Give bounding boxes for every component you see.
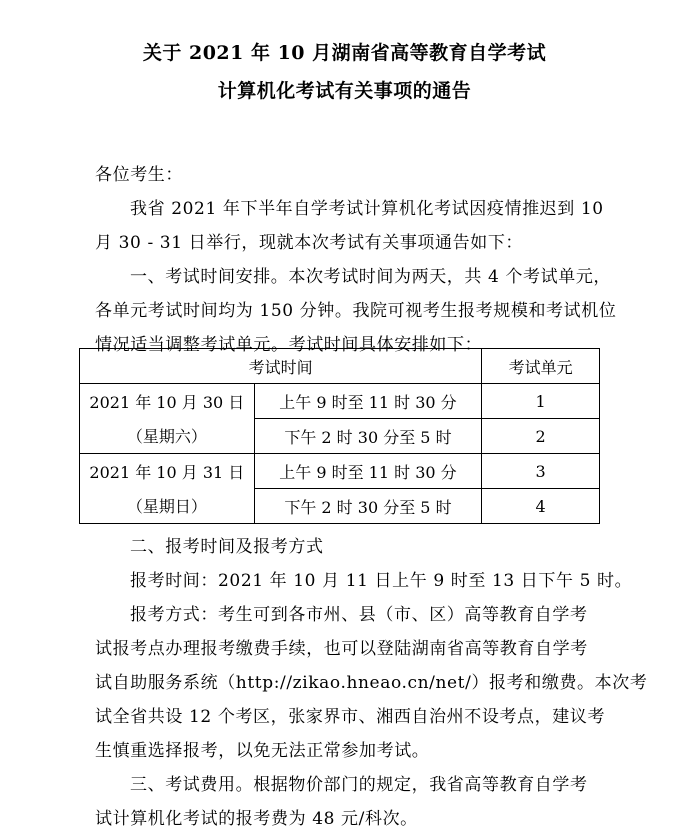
session-unit-cell: 1 (482, 384, 600, 419)
notice-title-line-2: 计算机化考试有关事项的通告 (217, 80, 472, 102)
intro-line: 月 30 - 31 日举行，现就本次考试有关事项通告如下： (95, 233, 524, 253)
header-exam-unit: 考试单元 (482, 349, 600, 384)
table-row (80, 489, 600, 524)
table-row (80, 454, 600, 489)
table-row (80, 419, 600, 454)
session-unit-cell: 4 (482, 489, 600, 524)
section2-heading: 二、报考时间及报考方式 (130, 537, 324, 557)
session-time-cell: 上午 9 时至 11 时 30 分 (254, 384, 482, 419)
notice-title-line-1: 关于 2021 年 10 月湖南省高等教育自学考试 (142, 42, 547, 64)
section1-line: 一、考试时间安排。本次考试时间为两天，共 4 个考试单元， (130, 267, 612, 287)
section1-line: 各单元考试时间均为 150 分钟。我院可视考生报考规模和考试机位 (95, 301, 617, 321)
register-method-line: 生慎重选择报考，以免无法正常参加考试。 (95, 741, 430, 761)
session-unit-cell: 3 (482, 454, 600, 489)
weekday-cell: （星期日） (80, 489, 255, 524)
register-method-line: 试全省共设 12 个考区，张家界市、湘西自治州不设考点，建议考 (95, 707, 606, 727)
session-time-cell: 上午 9 时至 11 时 30 分 (254, 454, 482, 489)
section3-line: 三、考试费用。根据物价部门的规定，我省高等教育自学考 (130, 775, 588, 795)
table-header-row (80, 349, 600, 384)
weekday-cell: （星期六） (80, 419, 255, 454)
salutation: 各位考生： (95, 165, 183, 185)
session-unit-cell: 2 (482, 419, 600, 454)
section3-line: 试计算机化考试的报考费为 48 元/科次。 (95, 809, 418, 829)
register-method-line: 试报考点办理报考缴费手续，也可以登陆湖南省高等教育自学考 (95, 639, 588, 659)
date-cell: 2021 年 10 月 30 日 (80, 384, 255, 419)
intro-line: 我省 2021 年下半年自学考试计算机化考试因疫情推迟到 10 (130, 199, 604, 219)
table-row (80, 384, 600, 419)
session-time-cell: 下午 2 时 30 分至 5 时 (254, 419, 482, 454)
register-method-line: 报考方式：考生可到各市州、县（市、区）高等教育自学考 (130, 605, 588, 625)
section1-line: 情况适当调整考试单元。考试时间具体安排如下： (95, 335, 483, 355)
register-time: 报考时间：2021 年 10 月 11 日上午 9 时至 13 日下午 5 时。 (130, 571, 633, 591)
header-exam-time: 考试时间 (80, 349, 482, 384)
session-time-cell: 下午 2 时 30 分至 5 时 (254, 489, 482, 524)
date-cell: 2021 年 10 月 31 日 (80, 454, 255, 489)
register-method-line: 试自助服务系统（http://zikao.hneao.cn/net/）报考和缴费。本次考 (95, 673, 648, 693)
exam-schedule-table (79, 348, 600, 524)
